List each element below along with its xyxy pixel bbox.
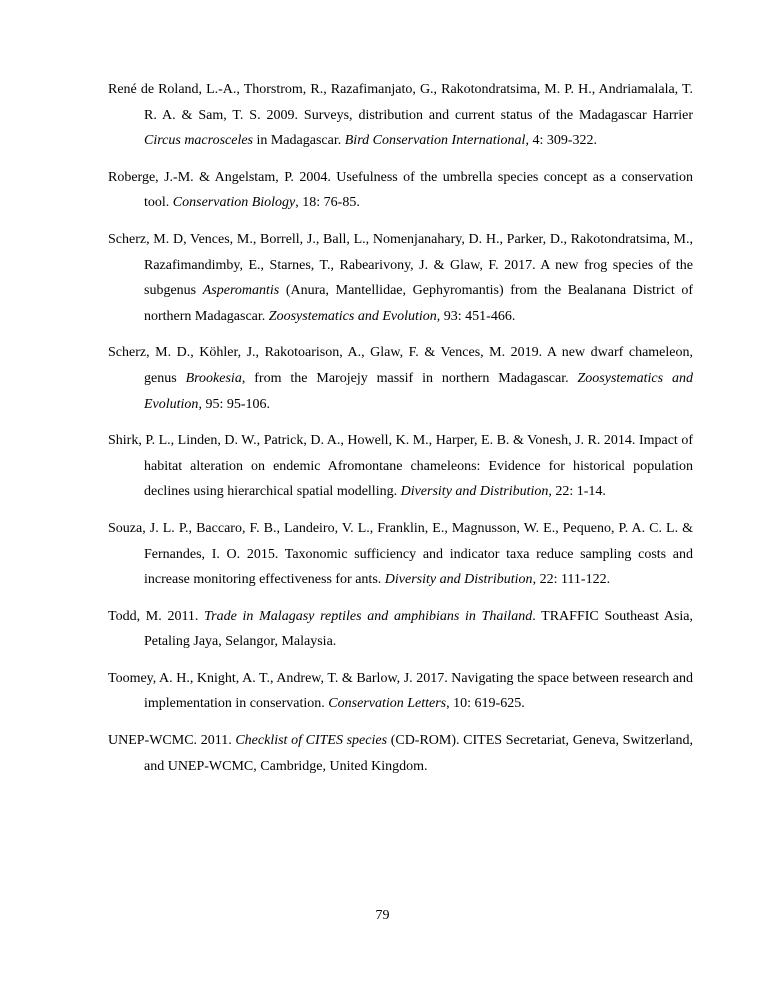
page-number: 79 <box>375 908 390 923</box>
reference-toomey-2017: Toomey, A. H., Knight, A. T., Andrew, T. & Barlow, J. 2017. Navigating the space between research and implementation in conservation. Conservation Letters, 10: 619-625. <box>108 670 693 712</box>
reference-unep-wcmc-2011: UNEP-WCMC. 2011. Checklist of CITES species (CD-ROM). CITES Secretariat, Geneva, Switzerland, and UNEP-WCMC, Cambridge, United Kingdom. <box>108 733 693 774</box>
reference-todd-2011: Todd, M. 2011. Trade in Malagasy reptiles and amphibians in Thailand. TRAFFIC Southeast Asia, Petaling Jaya, Selangor, Malaysia. <box>108 608 693 650</box>
reference-souza-2015: Souza, J. L. P., Baccaro, F. B., Landeiro, V. L., Franklin, E., Magnusson, W. E., Pequeno, P. A. C. L. & Fernandes, I. O. 2015. Taxonomic sufficiency and indicator taxa reduce sampling costs and increase monitoring effectiveness for ants. Diversity and Distribution, 22: 111-122. <box>108 520 693 588</box>
reference-list <box>108 77 693 790</box>
reference-shirk-2014: Shirk, P. L., Linden, D. W., Patrick, D. A., Howell, K. M., Harper, E. B. & Vonesh, J. R. 2014. Impact of habitat alteration on endemic Afromontane chameleons: Evidence for historical population declines using hierarchical spatial modelling. Diversity and Distribution, 22: 1-14. <box>108 433 693 500</box>
reference-rene-de-roland-2009: René de Roland, L.-A., Thorstrom, R., Razafimanjato, G., Rakotondratsima, M. P. H., Andriamalala, T. R. A. & Sam, T. S. 2009. Surveys, distribution and current status of the Madagascar Harrier Circus macrosceles in Madagascar. Bird Conservation International, 4: 309-322. <box>108 82 693 149</box>
reference-scherz-2017: Scherz, M. D, Vences, M., Borrell, J., Ball, L., Nomenjanahary, D. H., Parker, D., Rakotondratsima, M., Razafimandimby, E., Starnes, T., Rabearivony, J. & Glaw, F. 2017. A new frog species of the subgenus Asperomantis (Anura, Mantellidae, Gephyromantis) from the Bealanana District of northern Madagascar. Zoosystematics and Evolution, 93: 451-466. <box>108 231 693 324</box>
reference-roberge-2004: Roberge, J.-M. & Angelstam, P. 2004. Usefulness of the umbrella species concept as a conservation tool. Conservation Biology, 18: 76-85. <box>108 169 693 211</box>
reference-scherz-2019: Scherz, M. D., Köhler, J., Rakotoarison, A., Glaw, F. & Vences, M. 2019. A new dwarf chameleon, genus Brookesia, from the Marojejy massif in northern Madagascar. Zoosystematics and Evolution, 95: 95-106. <box>108 345 693 412</box>
